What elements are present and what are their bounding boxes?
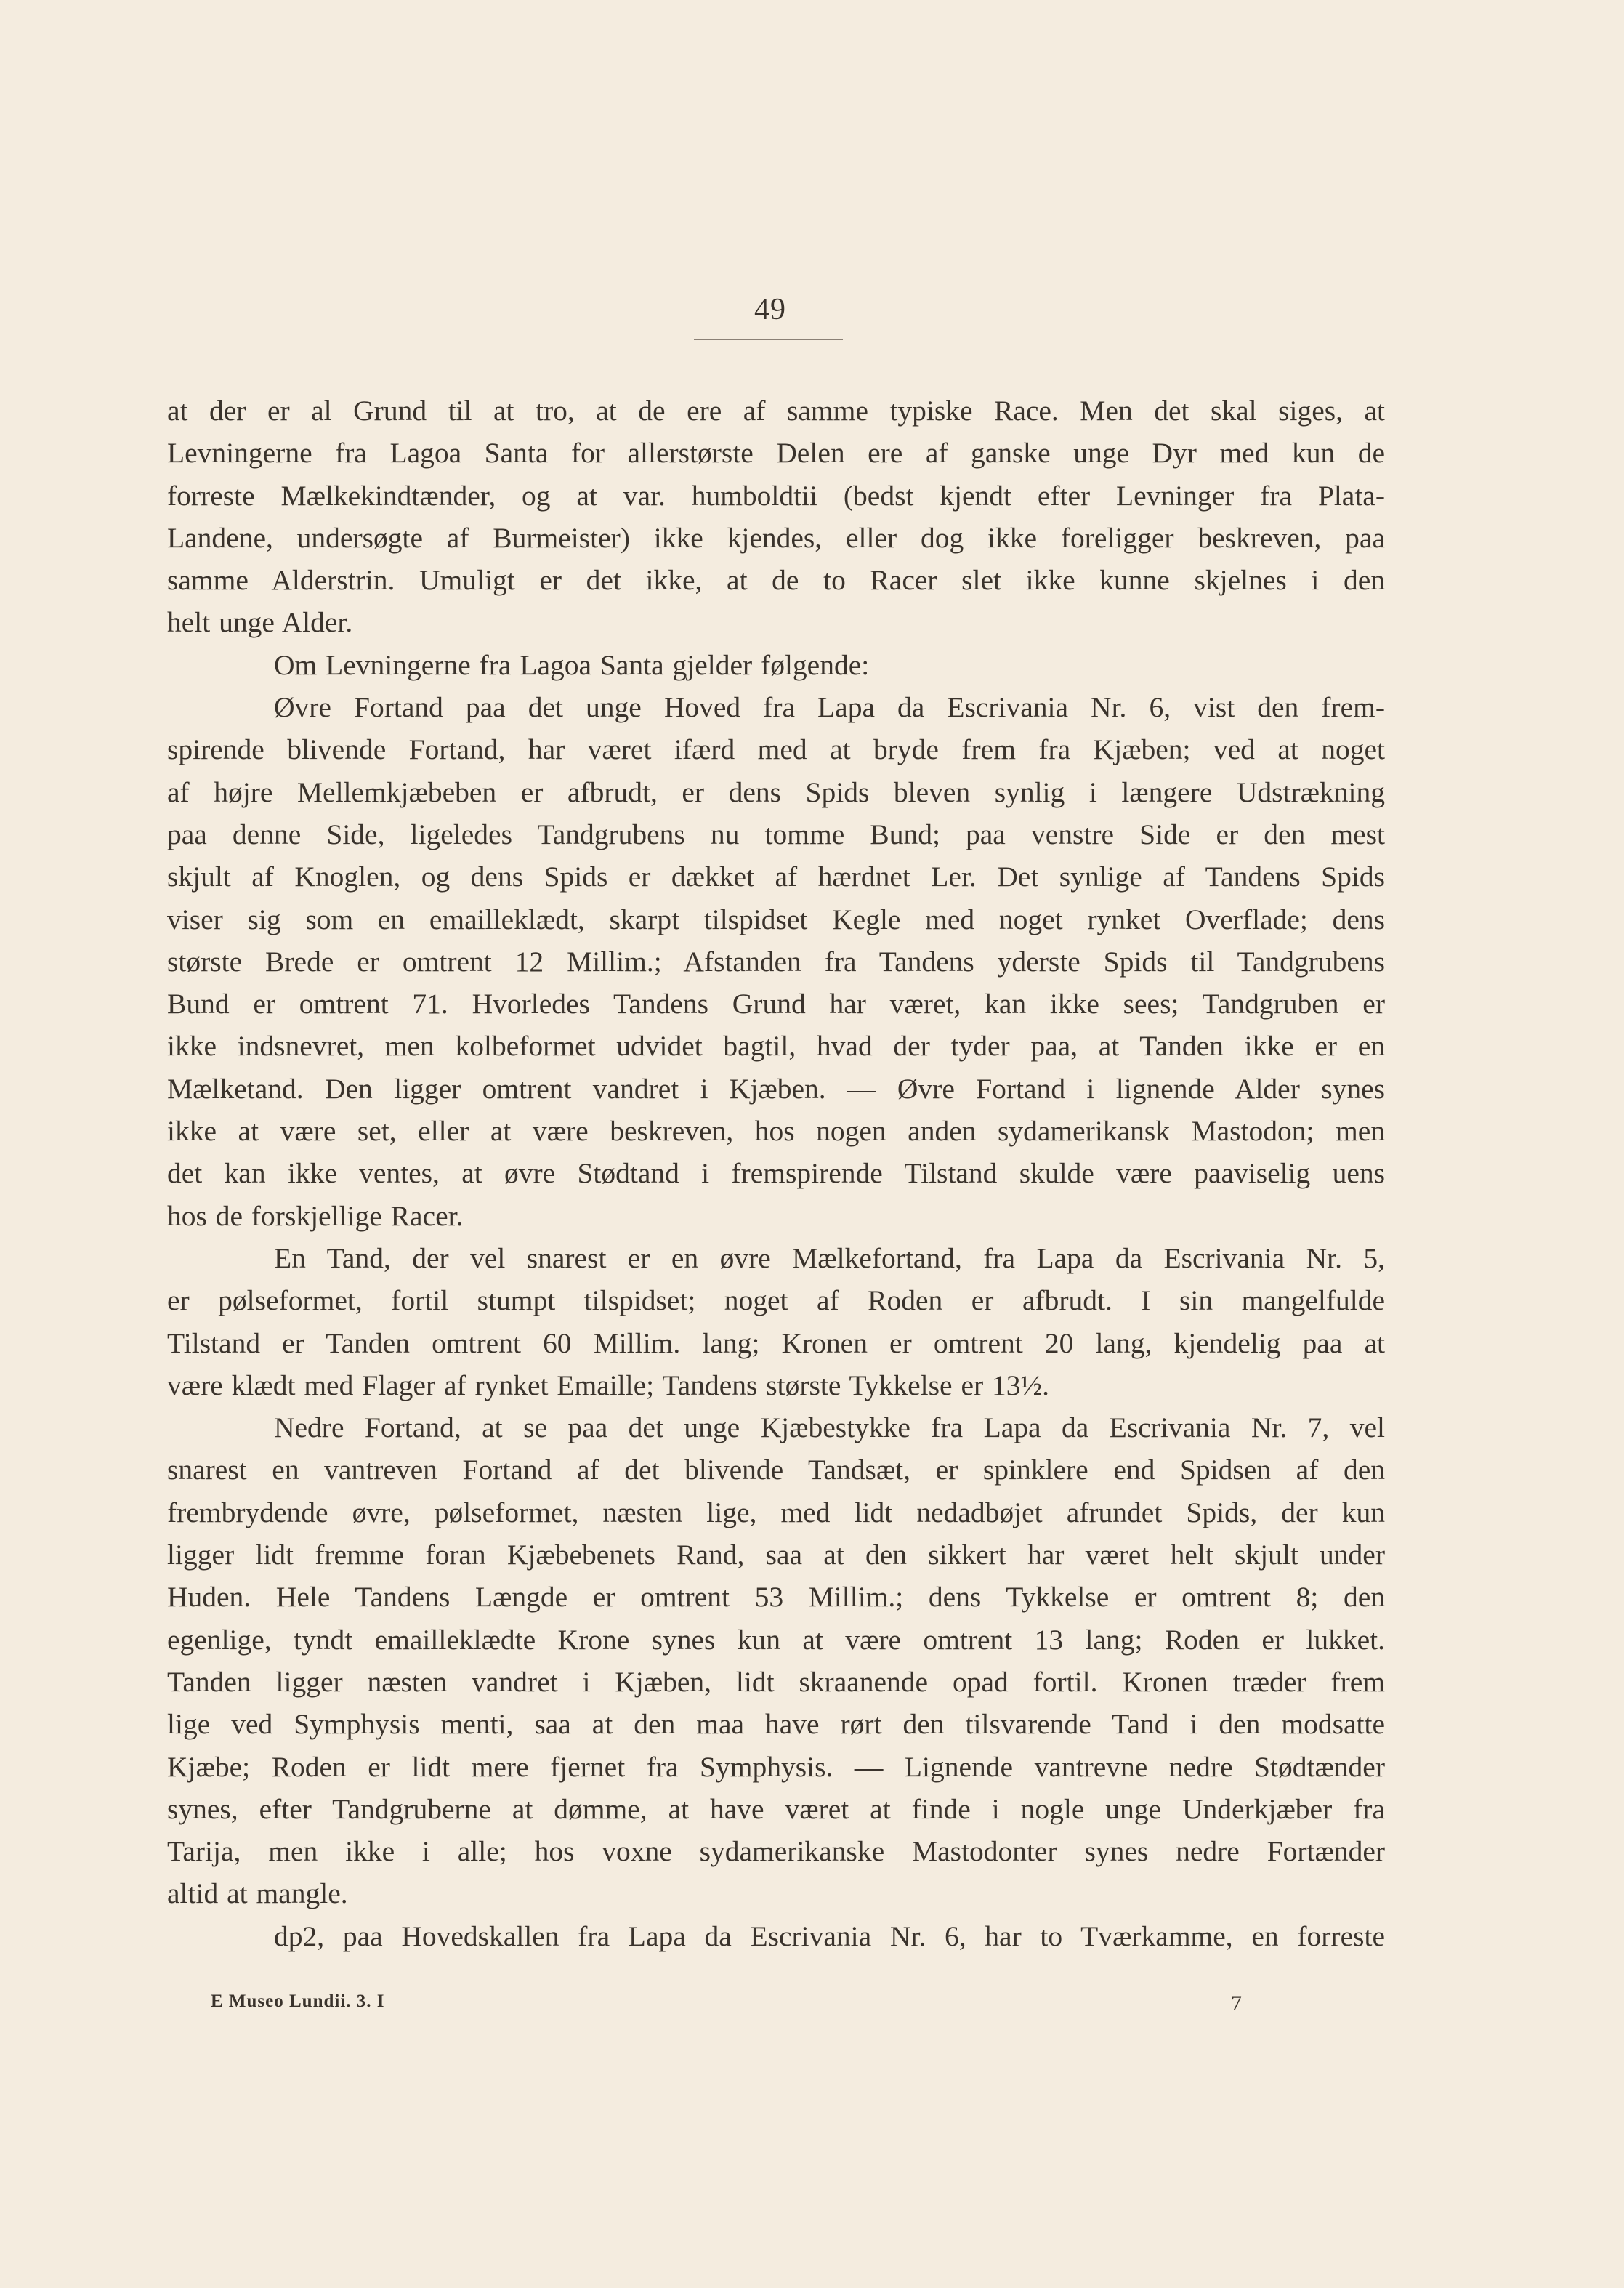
text-line: hos de forskjellige Racer. [167, 1199, 464, 1232]
text-line: Tarija, men ikke i alle; hos voxne sydamerikanske Mastodonter synes nedre Fortænder [167, 1835, 1385, 1868]
text-line: Nedre Fortand, at se paa det unge Kjæbestykke fra Lapa da Escrivania Nr. 7, vel [274, 1411, 1385, 1444]
text-line: skjult af Knoglen, og dens Spids er dækket af hærdnet Ler. Det synlige af Tandens Spids [167, 861, 1385, 893]
text-line: samme Alderstrin. Umuligt er det ikke, at de to Racer slet ikke kunne skjelnes i den [167, 564, 1385, 597]
text-line: at der er al Grund til at tro, at de ere af samme typiske Race. Men det skal siges, at [167, 395, 1385, 427]
text-line: forreste Mælkekindtænder, og at var. humboldtii (bedst kjendt efter Levninger fra Plata- [167, 479, 1385, 512]
page-number: 49 [754, 293, 786, 326]
text-line: ligger lidt fremme foran Kjæbebenets Rand, saa at den sikkert har været helt skjult under [167, 1539, 1385, 1571]
text-line: Landene, undersøgte af Burmeister) ikke kjendes, eller dog ikke foreligger beskreven, paa [167, 521, 1385, 554]
text-line: frembrydende øvre, pølseformet, næsten lige, med lidt nedadbøjet afrundet Spids, der kun [167, 1496, 1385, 1528]
text-line: Om Levningerne fra Lagoa Santa gjelder følgende: [274, 648, 870, 681]
text-line: viser sig som en emailleklædt, skarpt tilspidset Kegle med noget rynket Overflade; dens [167, 903, 1385, 935]
page-number-rule [694, 339, 843, 340]
text-line: Mælketand. Den ligger omtrent vandret i Kjæben. — Øvre Fortand i lignende Alder synes [167, 1072, 1385, 1105]
text-line: Tanden ligger næsten vandret i Kjæben, lidt skraanende opad fortil. Kronen træder frem [167, 1665, 1385, 1698]
footer-sheet-number: 7 [1231, 1991, 1243, 2015]
text-line: være klædt med Flager af rynket Emaille; Tandens største Tykkelse er 13½. [167, 1369, 1050, 1401]
text-line: ikke at være set, eller at være beskreven, hos nogen anden sydamerikansk Mastodon; men [167, 1115, 1385, 1148]
text-line: egenlige, tyndt emailleklædte Krone synes kun at være omtrent 13 lang; Roden er lukket. [167, 1623, 1385, 1656]
text-line: det kan ikke ventes, at øvre Stødtand i fremspirende Tilstand skulde være paaviselig uens [167, 1157, 1385, 1190]
text-line: lige ved Symphysis menti, saa at den maa have rørt den tilsvarende Tand i den modsatte [167, 1708, 1385, 1741]
text-line: Kjæbe; Roden er lidt mere fjernet fra Symphysis. — Lignende vantrevne nedre Stødtænder [167, 1750, 1385, 1783]
footer [211, 1991, 1243, 2021]
body-text [167, 390, 1385, 1957]
text-line: paa denne Side, ligeledes Tandgrubens nu tomme Bund; paa venstre Side er den mest [167, 818, 1385, 850]
text-line: af højre Mellemkjæbeben er afbrudt, er dens Spids bleven synlig i længere Udstrækning [167, 776, 1385, 808]
text-line: dp2, paa Hovedskallen fra Lapa da Escrivania Nr. 6, har to Tværkamme, en forreste [274, 1920, 1385, 1952]
text-line: er pølseformet, fortil stumpt tilspidset; noget af Roden er afbrudt. I sin mangelfulde [167, 1284, 1385, 1317]
text-line: snarest en vantreven Fortand af det blivende Tandsæt, er spinklere end Spidsen af den [167, 1454, 1385, 1486]
text-line: ikke indsnevret, men kolbeformet udvidet bagtil, hvad der tyder paa, at Tanden ikke er en [167, 1030, 1385, 1063]
text-line: En Tand, der vel snarest er en øvre Mælkefortand, fra Lapa da Escrivania Nr. 5, [274, 1241, 1385, 1274]
text-line: største Brede er omtrent 12 Millim.; Afstanden fra Tandens yderste Spids til Tandgrubens [167, 945, 1385, 978]
text-line: Levningerne fra Lagoa Santa for allerstørste Delen ere af ganske unge Dyr med kun de [167, 437, 1385, 470]
footer-signature: E Museo Lundii. 3. I [211, 1991, 385, 2011]
text-line: Bund er omtrent 71. Hvorledes Tandens Grund har været, kan ikke sees; Tandgruben er [167, 988, 1385, 1020]
text-line: Øvre Fortand paa det unge Hoved fra Lapa da Escrivania Nr. 6, vist den frem- [274, 691, 1385, 724]
text-line: altid at mangle. [167, 1877, 348, 1910]
text-line: Huden. Hele Tandens Længde er omtrent 53 Millim.; dens Tykkelse er omtrent 8; den [167, 1581, 1385, 1614]
text-line: synes, efter Tandgruberne at dømme, at have været at finde i nogle unge Underkjæber fra [167, 1792, 1385, 1825]
text-line: spirende blivende Fortand, har været ifærd med at bryde frem fra Kjæben; ved at noget [167, 733, 1385, 766]
text-line: helt unge Alder. [167, 606, 353, 639]
text-line: Tilstand er Tanden omtrent 60 Millim. lang; Kronen er omtrent 20 lang, kjendelig paa at [167, 1326, 1385, 1359]
